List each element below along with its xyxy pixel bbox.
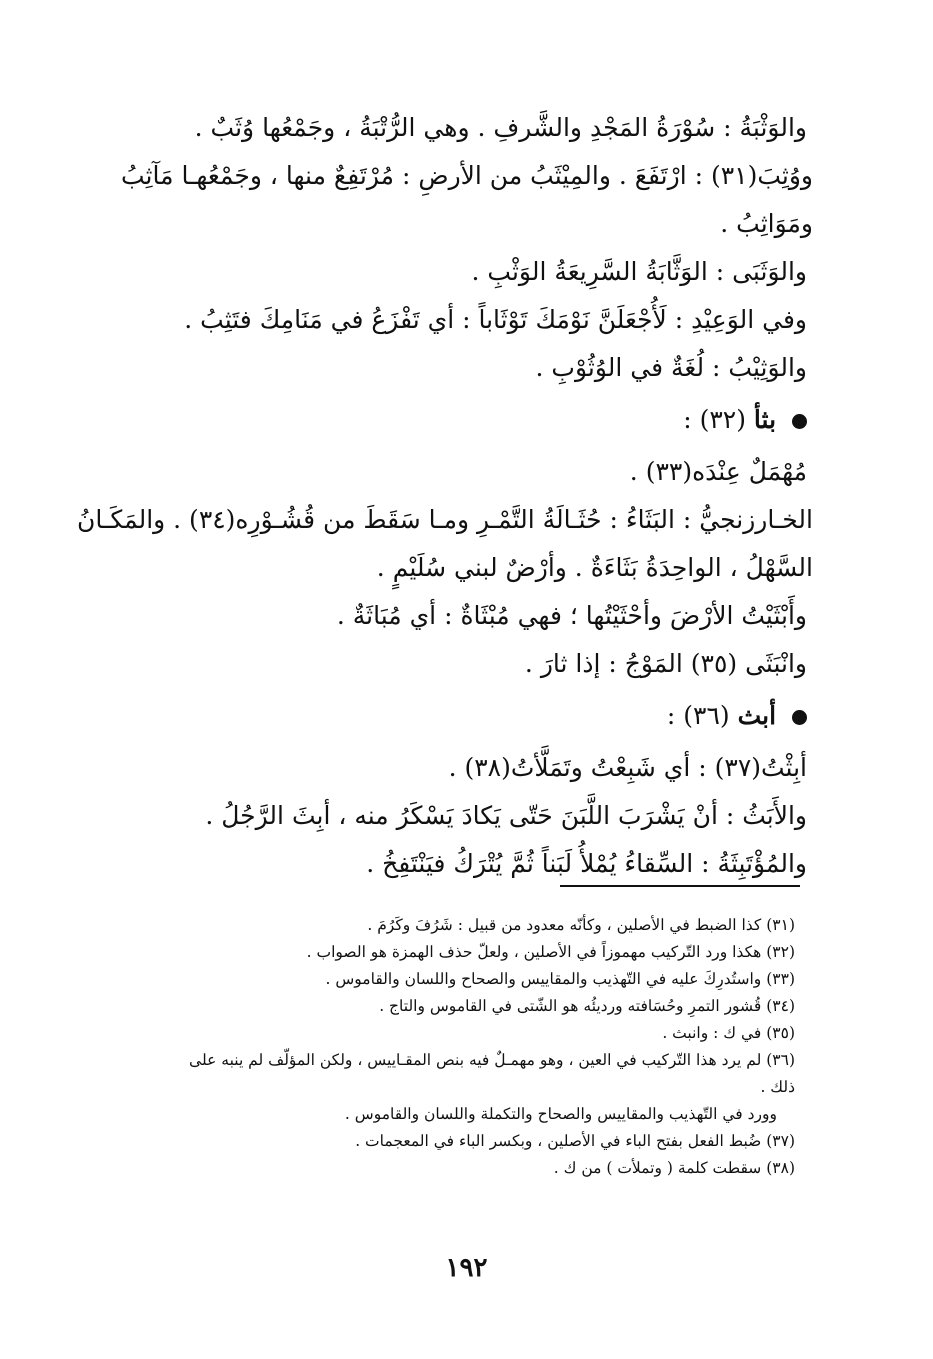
text-line: مُهْمَلٌ عِنْدَه(٣٣) . [629,457,807,486]
bullet-icon [792,414,807,429]
text-line: والمُؤْتَبِثَةُ : السِّقاءُ يُمْلأُ لَبَناً ثُمَّ يُتْرَكُ فيَنْتَفِخُ . [366,849,807,878]
text-line: وأَبْثَيْتُ الأرْضَ وأحْثَيْتُها ؛ فهي مُبْثَاةٌ : أي مُبَاثَةٌ . [336,601,807,630]
entry-head-note: (٣٢) : [683,405,746,434]
footnote: (٣٣) واستُدرِكَ عليه في التّهذيب والمقاييس والصحاح واللسان والقاموس . [325,970,795,988]
footnote: (٣٦) لم يرد هذا التّركيب في العين ، وهو مهمـلٌ فيه بنص المقـاييس ، ولكن المؤلّف لم ينبه على [189,1051,795,1069]
text-line: السَّهْلُ ، الواحِدَةُ بَثَاءَةٌ . وأرْضٌ لبني سُلَيْمٍ . [376,553,813,582]
footnote-divider [560,885,800,887]
footnote: (٣٥) في ك : وانبث . [662,1024,795,1042]
footnote: وورد في التّهذيب والمقاييس والصحاح والتكملة واللسان والقاموس . [344,1105,777,1123]
entry-head-word: أبث [737,701,777,730]
text-line: والأَبَثُ : أنْ يَشْرَبَ اللَّبَنَ حَتّى يَكادَ يَسْكَرُ منه ، أبِثَ الرَّجُلُ . [205,801,807,830]
text-line: الخـارزنجيُّ : البَثَاءُ : حُثَـالَةُ التَّمْـرِ ومـا سَقَطَ من قُشُـوْرِه(٣٤) . والمَكَـانُ [77,505,813,534]
footnote: (٣٨) سقطت كلمة ( وتملأت ) من ك . [553,1159,795,1177]
text-line: والوَثَبَى : الوَثَّابَةُ السَّرِيعَةُ الوَثْبِ . [471,257,807,286]
text-line: ومَوَاثِبُ . [720,209,813,238]
footnote: (٣٢) هكذا ورد التّركيب مهموزاً في الأصلين ، ولعلّ حذف الهمزة هو الصواب . [306,943,795,961]
entry-head-word: بثأ [753,405,777,434]
text-line: والوَثِيْبُ : لُغَةٌ في الوُثُوْبِ . [535,353,807,382]
text-line: وانْبَثَى (٣٥) المَوْجُ : إذا ثارَ . [524,649,807,678]
footnotes [73,912,795,1182]
footnote: (٣١) كذا الضبط في الأصلين ، وكأنّه معدود من قبيل : شَرُفَ وكَرُمَ . [367,916,795,934]
text-line: وفي الوَعِيْدِ : لَأُجْعَلَنَّ نَوْمَكَ تَوْثَاباً : أي تَفْزَعُ في مَنَامِكَ فتَثِبُ . [184,305,807,334]
text-line: أبِثْتُ(٣٧) : أي شَبِعْتُ وتَمَلَّأتُ(٣٨) . [448,753,807,782]
main-text [77,104,813,888]
entry-heading-batha [117,396,807,444]
entry-head-note: (٣٦) : [666,701,730,730]
text-line: والوَثْبَةُ : سُوْرَةُ المَجْدِ والشَّرفِ . وهي الرُّتْبَةُ ، وجَمْعُها وُثَبٌ . [194,113,807,142]
footnote: (٣٧) ضُبط الفعل بفتح الباء في الأصلين ، وبكسر الباء في المعجمات . [355,1132,795,1150]
bullet-icon [792,710,807,725]
entry-heading-abath [117,692,807,740]
page-number: ١٩٢ [445,1253,488,1283]
text-line: ووُثِبَ(٣١) : ارْتَفَعَ . والمِيْثَبُ من الأرضِ : مُرْتَفِعٌ منها ، وجَمْعُهـا مَآثِبُ [120,161,813,190]
footnote: ذلك . [760,1078,795,1096]
footnote: (٣٤) قُشور التمرِ وحُسَافته ورديئُه هو الشّتى في القاموس والتاج . [379,997,795,1015]
